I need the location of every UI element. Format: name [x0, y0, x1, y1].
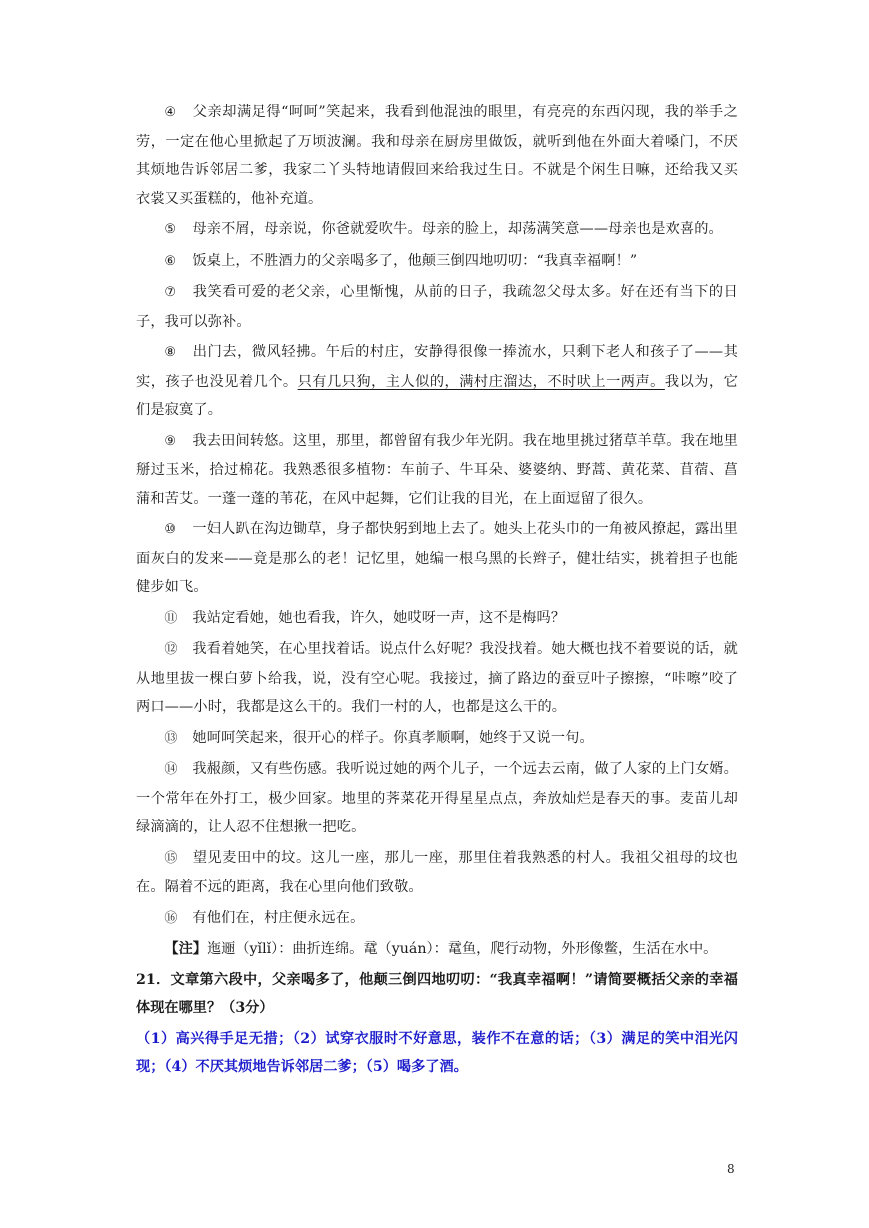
page-number: 8 — [727, 1162, 735, 1176]
paragraph-6 — [136, 247, 738, 277]
paragraph-number: ④ — [164, 105, 177, 120]
paragraph-text: 母亲不屑，母亲说，你爸就爱吹牛。母亲的脸上，却荡满笑意——母亲也是欢喜的。 — [192, 221, 723, 237]
paragraph-4 — [136, 98, 738, 213]
paragraph-text: 饭桌上，不胜酒力的父亲喝多了，他颠三倒四地叨叨：“我真幸福啊！” — [192, 252, 638, 269]
question-21: 21．文章第六段中，父亲喝多了，他颠三倒四地叨叨：“我真幸福啊！”请简要概括父亲的幸福体现在哪里？（3分） — [136, 971, 738, 1016]
paragraph-14 — [136, 755, 738, 842]
answer-21: （1）高兴得手足无措；（2）试穿衣服时不好意思，装作不在意的话；（3）满足的笑中泪光闪现；（4）不厌其烦地告诉邻居二爹；（5）喝多了酒。 — [136, 1030, 738, 1075]
paragraph-number: ⑨ — [164, 433, 177, 449]
paragraph-text: 我看着她笑，在心里找着话。说点什么好呢？我没找着。她大概也找不着要说的话，就从地里拔一棵白萝卜给我，说，没有空心呢。我接过，摘了路边的蚕豆叶子擦擦，“咔嚓”咬了两口——小时，我都是这么干的。我们一村的人，也都是这么干的。 — [136, 641, 738, 715]
annotation-note — [136, 935, 738, 964]
paragraph-9 — [136, 427, 738, 514]
paragraph-11 — [136, 604, 738, 634]
paragraph-number: ⑮ — [164, 850, 178, 866]
paragraph-16 — [136, 904, 738, 934]
paragraph-number: ⑬ — [164, 730, 178, 746]
note-text: 迤逦（yǐlǐ）：曲折连绵。鼋（yuán）：鼋鱼，爬行动物，外形像鳖，生活在水中。 — [206, 941, 718, 957]
paragraph-8 — [136, 338, 738, 425]
underlined-sentence: 只有几只狗，主人似的，满村庄溜达，不时吠上一两声。 — [297, 373, 665, 390]
paragraph-text-after: 我以为，它们是寂寞了。 — [136, 373, 738, 418]
paragraph-text: 我笑看可爱的老父亲，心里惭愧，从前的日子，我疏忽父母太多。好在还有当下的日子，我可以弥补。 — [136, 284, 738, 330]
paragraph-number: ⑧ — [164, 345, 177, 360]
paragraph-15 — [136, 844, 738, 902]
paragraph-text: 父亲却满足得“呵呵”笑起来，我看到他混浊的眼里，有亮亮的东西闪现，我的举手之劳，一定在他心里掀起了万顷波澜。我和母亲在厨房里做饭，就听到他在外面大着嗓门，不厌其烦地告诉邻居二爹，我家二丫头特地请假回来给我过生日。不就是个闲生日嘛，还给我又买衣裳又买蛋糕的，他补充道。 — [136, 104, 738, 207]
paragraph-number: ⑫ — [164, 642, 178, 657]
note-tag: 【注】 — [164, 941, 207, 957]
paragraph-number: ⑪ — [164, 610, 178, 626]
paragraph-13 — [136, 724, 738, 754]
paragraph-text: 望见麦田中的坟。这儿一座，那儿一座，那里住着我熟悉的村人。我祖父祖母的坟也在。隔着不远的距离，我在心里向他们致敬。 — [136, 849, 738, 895]
paragraph-12 — [136, 635, 738, 722]
article-body — [136, 98, 738, 1082]
paragraph-10 — [136, 515, 738, 602]
paragraph-text: 她呵呵笑起来，很开心的样子。你真孝顺啊，她终于又说一句。 — [192, 729, 594, 746]
paragraph-text: 我赧颜，又有些伤感。我听说过她的两个儿子，一个远去云南，做了人家的上门女婿。一个常年在外打工，极少回家。地里的荠菜花开得星星点点，奔放灿烂是春天的事。麦苗儿却绿滴滴的，让人忍不住想揪一把吃。 — [136, 761, 738, 835]
paragraph-text-before: 出门去，微风轻拂。午后的村庄，安静得很像一捧流水，只剩下老人和孩子了——其实，孩子也没见着几个。 — [136, 344, 738, 390]
paragraph-number: ⑥ — [164, 253, 177, 269]
paragraph-number: ⑦ — [164, 285, 177, 300]
paragraph-text: 我站定看她，她也看我，许久，她哎呀一声，这不是梅吗？ — [192, 609, 566, 626]
paragraph-text: 我去田间转悠。这里，那里，都曾留有我少年光阴。我在地里挑过猪草羊草。我在地里掰过玉米，拾过棉花。我熟悉很多植物：车前子、牛耳朵、婆婆纳、野蒿、黄花菜、苜蓿、菖蒲和苦艾。一蓬一蓬的苇花，在风中起舞，它们让我的目光，在上面逗留了很久。 — [136, 432, 738, 507]
paragraph-number: ⑭ — [164, 762, 178, 777]
paragraph-number: ⑤ — [164, 222, 177, 237]
paragraph-number: ⑩ — [164, 522, 177, 537]
paragraph-text: 一妇人趴在沟边锄草，身子都快躬到地上去了。她头上花头巾的一角被风撩起，露出里面灰白的发来——竟是那么的老！记忆里，她编一根乌黑的长辫子，健壮结实，挑着担子也能健步如飞。 — [136, 521, 738, 595]
paragraph-number: ⑯ — [164, 910, 178, 926]
paragraph-7 — [136, 278, 738, 336]
paragraph-text: 有他们在，村庄便永远在。 — [192, 909, 365, 926]
paragraph-5 — [136, 215, 738, 245]
